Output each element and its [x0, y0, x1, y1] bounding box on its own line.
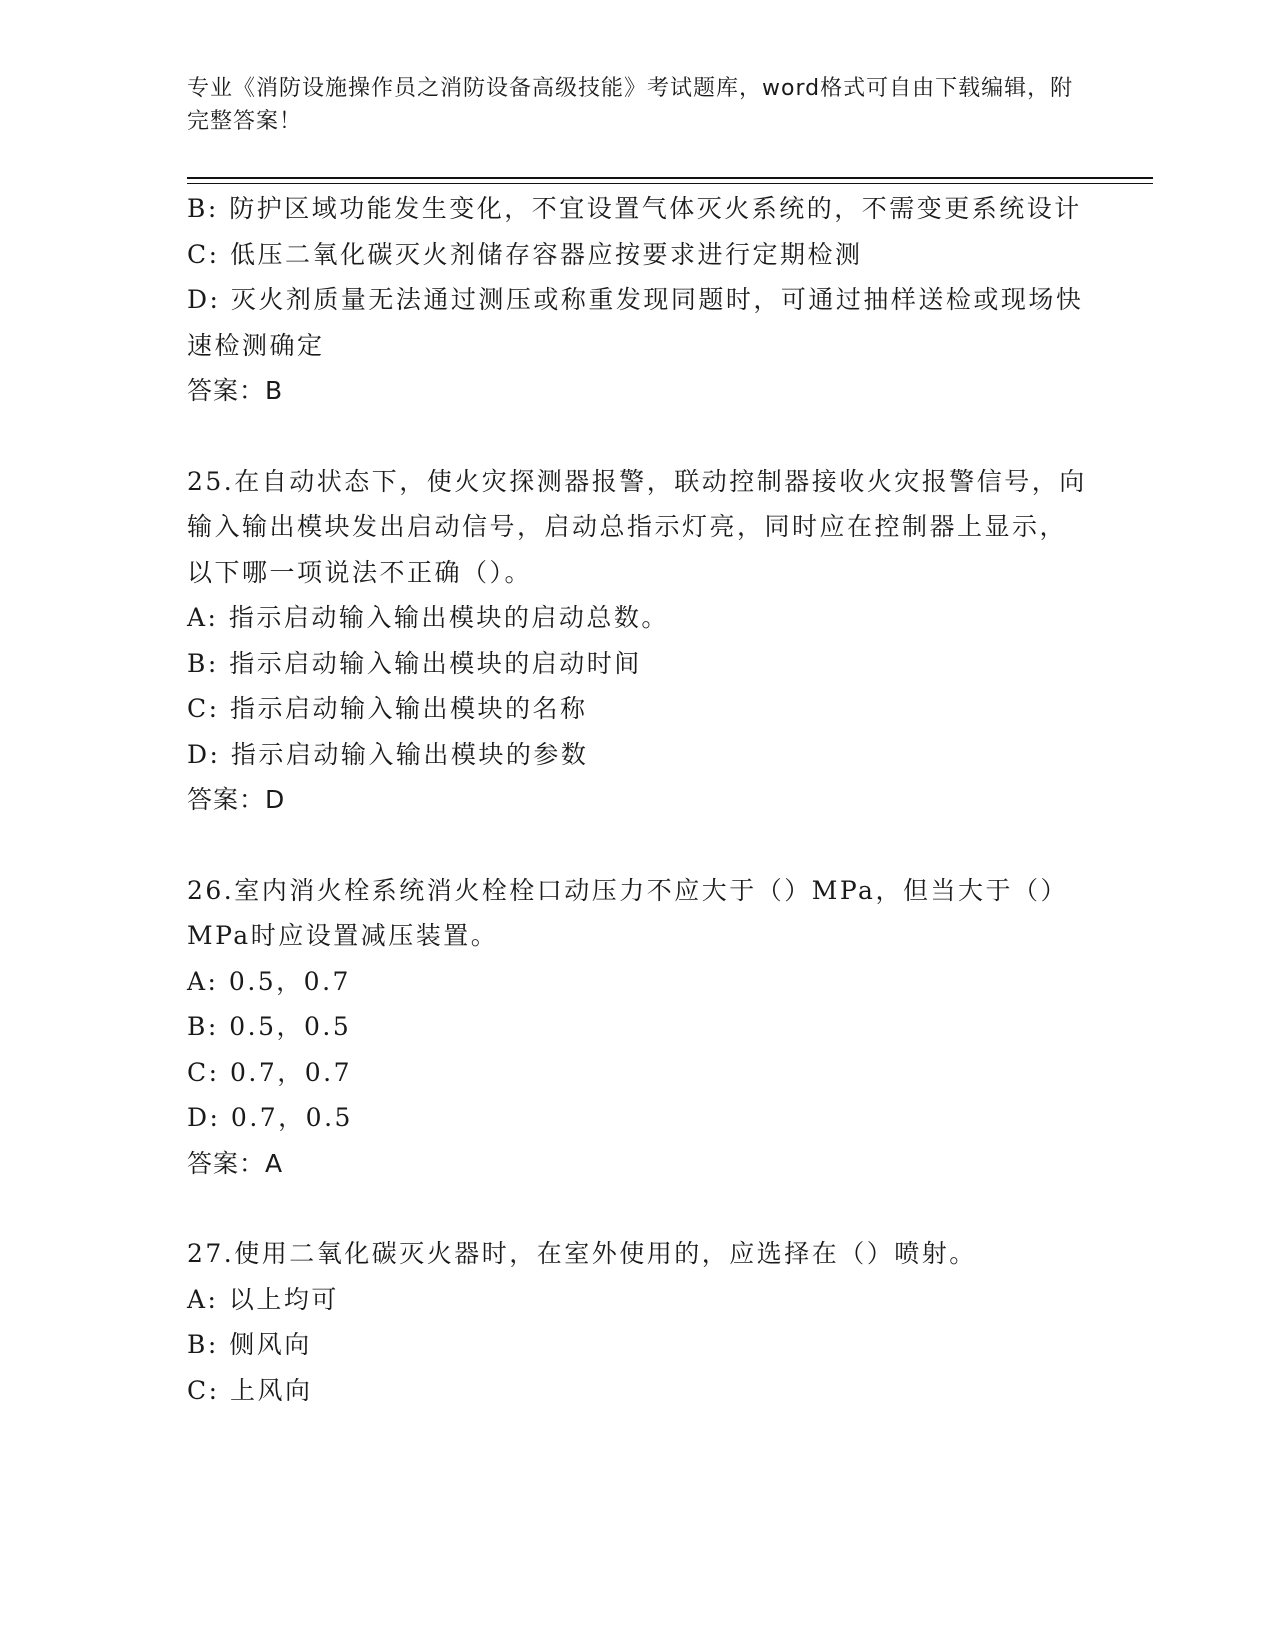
document-header: 专业《消防设施操作员之消防设备高级技能》考试题库，word格式可自由下载编辑，附完整答案！: [187, 76, 1074, 134]
question-24-tail: [187, 186, 1087, 414]
option-a: A: 以上均可: [187, 1284, 339, 1314]
spacer: [187, 1186, 1087, 1231]
option-d: D: 灭火剂质量无法通过测压或称重发现同题时，可通过抽样送检或现场快速检测确定: [187, 285, 1084, 360]
option-c: C: 0.7，0.7: [187, 1057, 353, 1087]
option-c: C: 上风向: [187, 1375, 313, 1405]
question-26: [187, 868, 1087, 1187]
question-25: [187, 459, 1087, 823]
option-a: A: 指示启动输入输出模块的启动总数。: [187, 603, 669, 632]
spacer: [187, 414, 1087, 459]
header-rule-thin: [187, 183, 1153, 184]
option-d: D: 0.7，0.5: [187, 1103, 353, 1132]
question-list: [187, 186, 1087, 1413]
header-rule-thick: [187, 177, 1153, 179]
option-d: D: 指示启动输入输出模块的参数: [187, 739, 589, 769]
spacer: [187, 823, 1087, 868]
option-c: C: 指示启动输入输出模块的名称: [187, 694, 588, 723]
option-b: B: 0.5，0.5: [187, 1012, 352, 1041]
question-stem: 25.在自动状态下，使火灾探测器报警，联动控制器接收火灾报警信号，向输入输出模块发出启动信号，启动总指示灯亮，同时应在控制器上显示，以下哪一项说法不正确（）。: [187, 466, 1087, 587]
answer: 答案：D: [187, 785, 286, 814]
option-b: B: 侧风向: [187, 1330, 312, 1359]
option-b: B: 防护区域功能发生变化，不宜设置气体灭火系统的，不需变更系统设计: [187, 194, 1082, 223]
question-27: [187, 1231, 1087, 1413]
answer: 答案：B: [187, 376, 284, 405]
option-a: A: 0.5，0.7: [187, 966, 351, 996]
option-b: B: 指示启动输入输出模块的启动时间: [187, 648, 642, 678]
question-stem: 26.室内消火栓系统消火栓栓口动压力不应大于（）MPa，但当大于（）MPa时应设置减压装置。: [187, 875, 1068, 950]
question-stem: 27.使用二氧化碳灭火器时，在室外使用的，应选择在（）喷射。: [187, 1239, 977, 1268]
option-c: C: 低压二氧化碳灭火剂储存容器应按要求进行定期检测: [187, 239, 863, 269]
answer: 答案：A: [187, 1148, 284, 1178]
